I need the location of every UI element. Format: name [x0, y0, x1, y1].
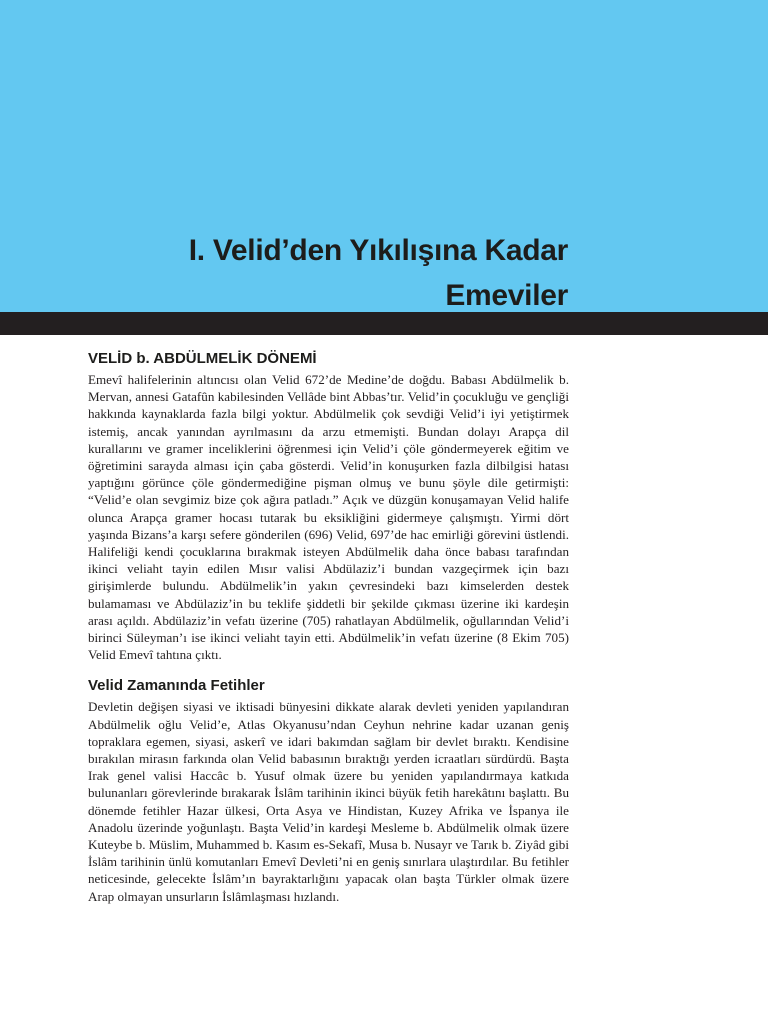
section-paragraph-fetihler: Devletin değişen siyasi ve iktisadi bünyesini dikkate alarak devleti yeniden yapılandıran Abdülmelik oğlu Velid’e, Atlas Okyanusu’ndan Ceyhun nehrine kadar uzanan geniş topraklara egemen, siyasi, askerî ve idari bakımdan sağlam bir devlet bıraktı. Kendisine bırakılan mirasın farkında olan Velid babasının bıraktığı yerden icraatları sürdürdü. Başta Irak genel valisi Haccâc b. Yusuf olmak üzere bu yeniden yapılandırmaya katkıda bulunanları görevlerinde bırakarak İslâm tarihinin ikinci büyük fetih harekâtını başlattı. Bu dönemde fetihler Hazar ülkesi, Orta Asya ve Hindistan, Kuzey Afrika ve İspanya ile Anadolu üzerinde yoğunlaştı. Başta Velid’in kardeşi Mesleme b. Abdülmelik olmak üzere Kuteybe b. Müslim, Muhammed b. Kasım es-Sekafî, Musa b. Nusayr ve Tarık b. Ziyâd gibi İslâm tarihinin ünlü komutanları Emevî Devleti’ni en geniş sınırlara ulaştırdılar. Bu fetihler neticesinde, gelecekte İslâm’ın bayraktarlığını yapacak olan başta Türkler olmak üzere Arap olmayan unsurların İslâmlaşması hızlandı.	[88, 699, 569, 904]
section-heading-fetihler: Velid Zamanında Fetihler	[88, 677, 265, 695]
divider-band	[0, 312, 768, 335]
section-heading-velid-donemi: VELİD b. ABDÜLMELİK DÖNEMİ	[88, 350, 317, 367]
chapter-title-line-2: Emeviler	[445, 279, 568, 312]
chapter-title	[189, 228, 568, 318]
section-paragraph-velid-donemi: Emevî halifelerinin altıncısı olan Velid 672’de Medine’de doğdu. Babası Abdülmelik b. Mervan, annesi Gatafûn kabilesinden Vellâde bint Abbas’tır. Velid’in çocukluğu ve gençliği hakkında kaynaklarda fazla bilgi yoktur. Abdülmelik çok sevdiği Velid’i iyi yetiştirmek istemiş, ancak yanından ayrılmasını da arzu etmemişti. Bundan dolayı Arapça dil kurallarını ve gramer inceliklerini öğrenmesi için Velid’i çöle göndermeyerek eğitim ve öğretimini sarayda alması için çaba gösterdi. Velid’in konuşurken fazla dilbilgisi hatası yaptığını görünce çöle göndermediğine pişman olmuş ve bunu şöyle dile getirmişti: “Velid’e olan sevgimiz bize çok ağıra patladı.” Açık ve düzgün konuşamayan Velid halife olunca Arapça gramer hocası tutarak bu eksikliğini gidermeye çalışmıştı. Yirmi dört yaşında Bizans’a karşı sefere gönderilen (696) Velid, 697’de hac emirliği görevini üstlendi. Halifeliği kendi çocuklarına bırakmak isteyen Abdülmelik daha önce babası tarafından ikinci veliaht tayin edilen Mısır valisi Abdülaziz’i bundan vazgeçirmek için bazı girişimlerde bulundu. Abdülmelik’in yakın çevresindeki bazı kimselerden destek bulamaması ve Abdülaziz’in bu teklife şiddetli bir şekilde çıkması üzerine iki kardeşin arası açıldı. Abdülaziz’in vefatı üzerine (705) rahatlayan Abdülmelik, oğullarından Velid’i birinci Süleyman’ı ise ikinci veliaht tayin etti. Abdülmelik’in vefatı üzerine (8 Ekim 705) Velid Emevî tahtına çıktı.	[88, 372, 569, 663]
chapter-title-line-1: I. Velid’den Yıkılışına Kadar	[188, 234, 568, 267]
page-body	[88, 348, 569, 905]
